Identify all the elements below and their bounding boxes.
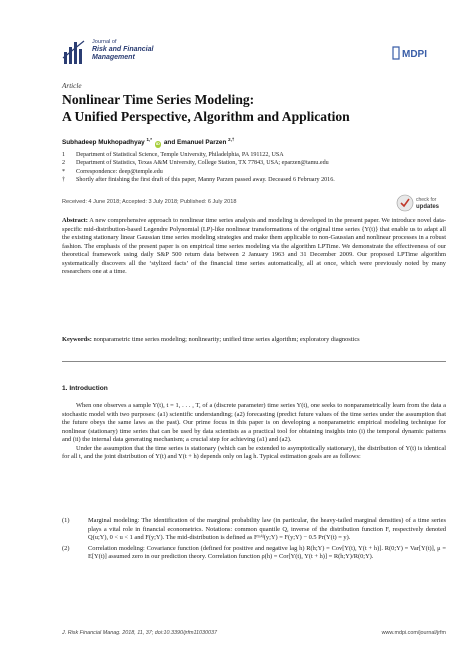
affil-text: Shortly after finishing the first draft of this paper, Manny Parzen passed away. Deceased 6 February 2016. (76, 177, 335, 184)
list-item (62, 545, 446, 562)
affiliation-2 (62, 159, 452, 167)
affil-text: Department of Statistical Science, Temple University, Philadelphia, PA 191122, USA (76, 152, 284, 158)
journal-logo-icon (62, 38, 86, 66)
section-heading: 1. Introduction (62, 385, 108, 392)
affil-text[interactable]: Correspondence: deep@temple.edu (76, 168, 163, 175)
correspondence (62, 168, 452, 176)
journal-line2: Risk and Financial (92, 46, 154, 54)
affil-mark: 2 (62, 160, 66, 167)
intro-paragraph-1: When one observes a sample Y(t), t = 1, . . . , T, of a (discrete parameter) time series Y(t), one seeks to nonparametrically learn from the data a stochastic model with two purposes: (a1) scientific understanding; (a2) forecasting (predict future values of the time series under the assumption that the future obeys the same laws as the past). Our prime focus in this paper is on developing a nonparametric empirical modeling technique for nonlinear (stationary) time series that can be used by data scientists as a practical tool for obtaining insights into (i) the temporal dynamic patterns and (ii) the internal data generating mechanism; a crucial step for achieving (a1) and (a2). (62, 402, 446, 443)
list-item (62, 517, 446, 543)
author2-sup: 2,† (228, 137, 235, 142)
author1-name[interactable]: Subhadeep Mukhopadhyay (62, 139, 145, 147)
keywords-label: Keywords: (62, 336, 92, 343)
author2-name[interactable]: and Emanuel Parzen (163, 139, 227, 147)
intro-paragraph-2: Under the assumption that the time series is stationary (which can be extended to asymptotically stationary), the distribution of Y(t) is identical for all t, and the joint distribution of Y(t) and Y(t + h) depends only on lag h. Typical estimation goals are as follows: (62, 444, 446, 460)
affiliation-1 (62, 151, 452, 159)
article-type: Article (62, 82, 82, 90)
list-text: Marginal modeling: The identification of the marginal probability law (in particular, the heavy-tailed marginal densities) of a time series plays a vital role in financial econometrics. Notations: common quantile Q, inverse of the distribution function F, respectively denoted Q(u;Y), 0 < u < 1 and F(y;Y). The mid-distribution is defined as Fᵐⁱᵈ(y;Y) = F(y;Y) − 0.5 Pr(Y(t) = y). (88, 517, 446, 541)
affil-text: Department of Statistics, Texas A&M University, College Station, TX 77843, USA; eparzen@tamu.edu (76, 160, 329, 167)
affil-mark: † (62, 177, 66, 184)
journal-name (92, 39, 153, 61)
keywords (62, 336, 446, 345)
abstract (62, 217, 446, 277)
abstract-text: A new comprehensive approach to nonlinear time series analysis and modeling is developed in the present paper. We introduce novel data-specific mid-distribution-based Legendre Polynomial (LP)-like nonlinear transformations of the original time series {Y(t)} that enable us to adapt all the existing stationary linear Gaussian time series modeling strategies and make them applicable to non-Gaussian and nonlinear processes in a robust fashion. The emphasis of the present paper is on empirical time series modeling via the algorithm LPTime. We demonstrate the effectiveness of our theoretical framework using daily S&P 500 return data between 2 January 1963 and 31 December 2009. Our proposed LPTime algorithm systematically discovers all the ‘stylized facts’ of the financial time series automatically, all at once, which were previously noted by many researchers one at a time. (62, 217, 446, 275)
affil-mark: * (62, 168, 66, 175)
footer-citation: J. Risk Financial Manag. 2018, 11, 37; doi:10.3390/jrfm11030037 (62, 630, 218, 636)
list-number: (2) (62, 544, 70, 552)
check-for-updates-icon[interactable] (395, 192, 445, 214)
affil-mark: 1 (62, 152, 66, 158)
journal-line3: Management (92, 53, 135, 61)
title-line1: Nonlinear Time Series Modeling: (62, 92, 255, 107)
goals-list (62, 517, 446, 564)
author1-sup: 1,* (146, 137, 152, 142)
svg-text:updates: updates (416, 204, 440, 210)
journal-line1: Journal of (92, 39, 117, 45)
list-number: (1) (62, 517, 70, 524)
abstract-label: Abstract: (62, 217, 88, 224)
deceased-note (62, 176, 452, 184)
author-list (62, 137, 234, 148)
title-line2: A Unified Perspective, Algorithm and Application (62, 108, 350, 124)
orcid-icon[interactable]: iD (155, 141, 160, 147)
keywords-text: nonparametric time series modeling; nonlinearity; unified time series algorithm; exploratory diagnostics (93, 336, 360, 343)
intro-body (62, 402, 446, 462)
affiliations (62, 151, 452, 185)
paper-title (62, 92, 442, 125)
svg-text:check for: check for (416, 197, 437, 203)
svg-text:MDPI: MDPI (402, 49, 427, 60)
divider (62, 361, 446, 362)
mdpi-logo-icon (390, 44, 430, 62)
publication-dates: Received: 4 June 2018; Accepted: 3 July 2018; Published: 6 July 2018 (62, 199, 237, 205)
journal-header (62, 38, 444, 74)
footer-url[interactable]: www.mdpi.com/journal/jrfm (381, 630, 446, 636)
list-text: Correlation modeling: Covariance function (defined for positive and negative lag h) R(h;Y) = Cov[Y(t), Y(t + h)]. R(0;Y) = Var[Y(t)], μ = E[Y(t)] assumed zero in our prediction theory. Correlation function ρ(h) = Cor[Y(t), Y(t + h)] = R(h;Y)/R(0;Y). (88, 544, 446, 560)
